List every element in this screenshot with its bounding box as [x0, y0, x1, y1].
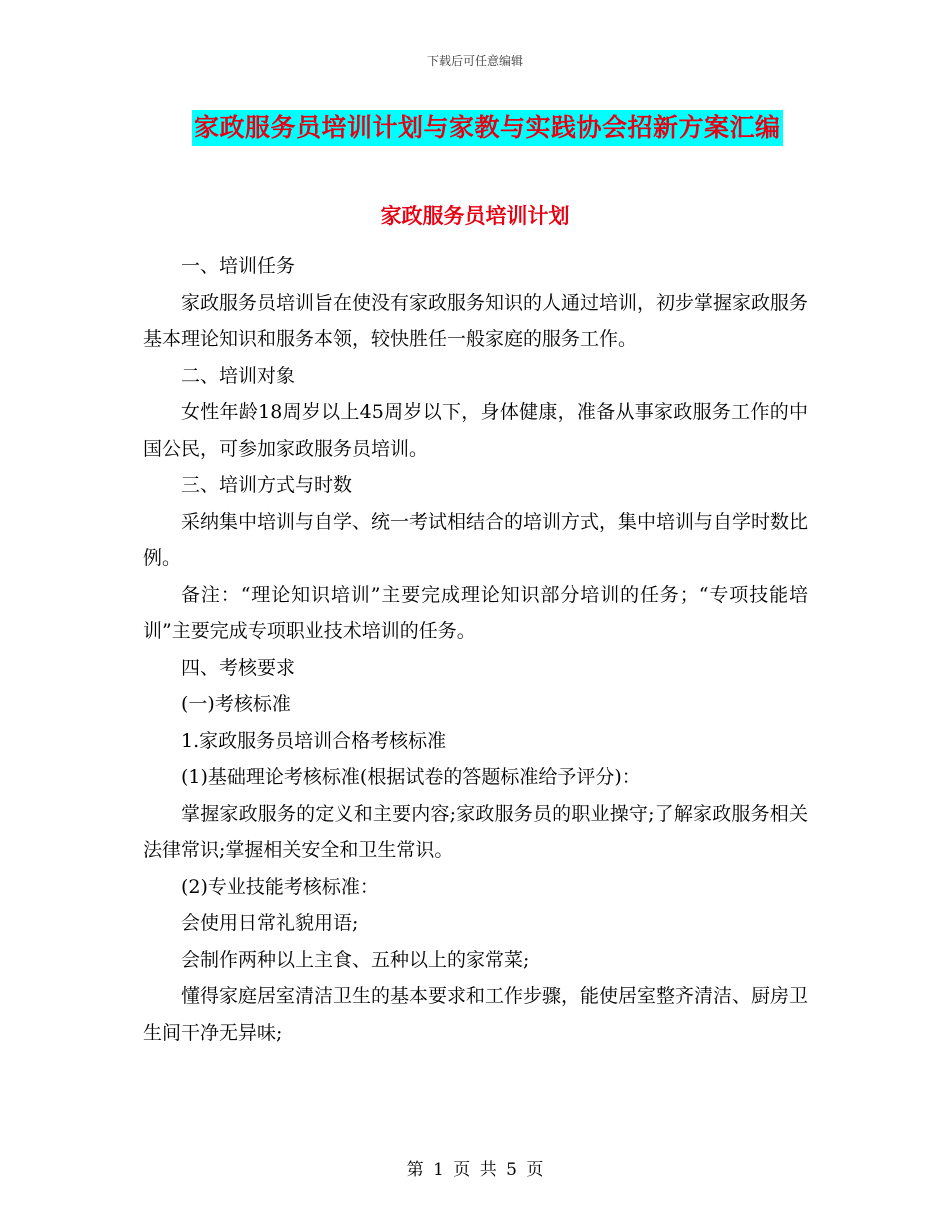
heading-training-target: 二、培训对象 — [181, 364, 296, 387]
subheading: 1.家政服务员培训合格考核标准 — [181, 729, 447, 752]
paragraph-note: 备注：“理论知识培训”主要完成理论知识部分培训的任务；“专项技能培训”主要完成专项职业技术培训的任务。 — [143, 583, 808, 642]
subheading: (一)考核标准 — [181, 693, 291, 715]
paragraph: 家政服务员培训旨在使没有家政服务知识的人通过培训，初步掌握家政服务基本理论知识和服务本领，较快胜任一般家庭的服务工作。 — [143, 291, 809, 350]
section-title: 家政服务员培训计划 — [380, 204, 570, 228]
subheading: (2)专业技能考核标准： — [181, 875, 379, 898]
page-number: 第 1 页 共 5 页 — [406, 1160, 544, 1180]
main-title: 家政服务员培训计划与家教与实践协会招新方案汇编 — [192, 110, 783, 146]
heading-training-method: 三、培训方式与时数 — [181, 474, 353, 496]
paragraph: 采纳集中培训与自学、统一考试相结合的培训方式，集中培训与自学时数比例。 — [143, 510, 809, 569]
list-item: 会使用日常礼貌用语; — [181, 912, 359, 934]
paragraph: 掌握家政服务的定义和主要内容;家政服务员的职业操守;了解家政服务相关法律常识;掌握相关安全和卫生常识。 — [143, 802, 808, 861]
list-item: 懂得家庭居室清洁卫生的基本要求和工作步骤，能使居室整齐清洁、厨房卫生间干净无异味; — [143, 985, 809, 1044]
paragraph: 女性年龄18周岁以上45周岁以下，身体健康，准备从事家政服务工作的中国公民，可参加家政服务员培训。 — [143, 401, 808, 460]
main-title-wrap — [192, 110, 783, 146]
document-body — [143, 248, 808, 1051]
heading-training-task: 一、培训任务 — [181, 255, 296, 277]
heading-assessment: 四、考核要求 — [181, 656, 296, 679]
header-note: 下载后可任意编辑 — [426, 54, 523, 68]
subheading: (1)基础理论考核标准(根据试卷的答题标准给予评分)： — [181, 766, 641, 788]
list-item: 会制作两种以上主食、五种以上的家常菜; — [181, 948, 530, 971]
